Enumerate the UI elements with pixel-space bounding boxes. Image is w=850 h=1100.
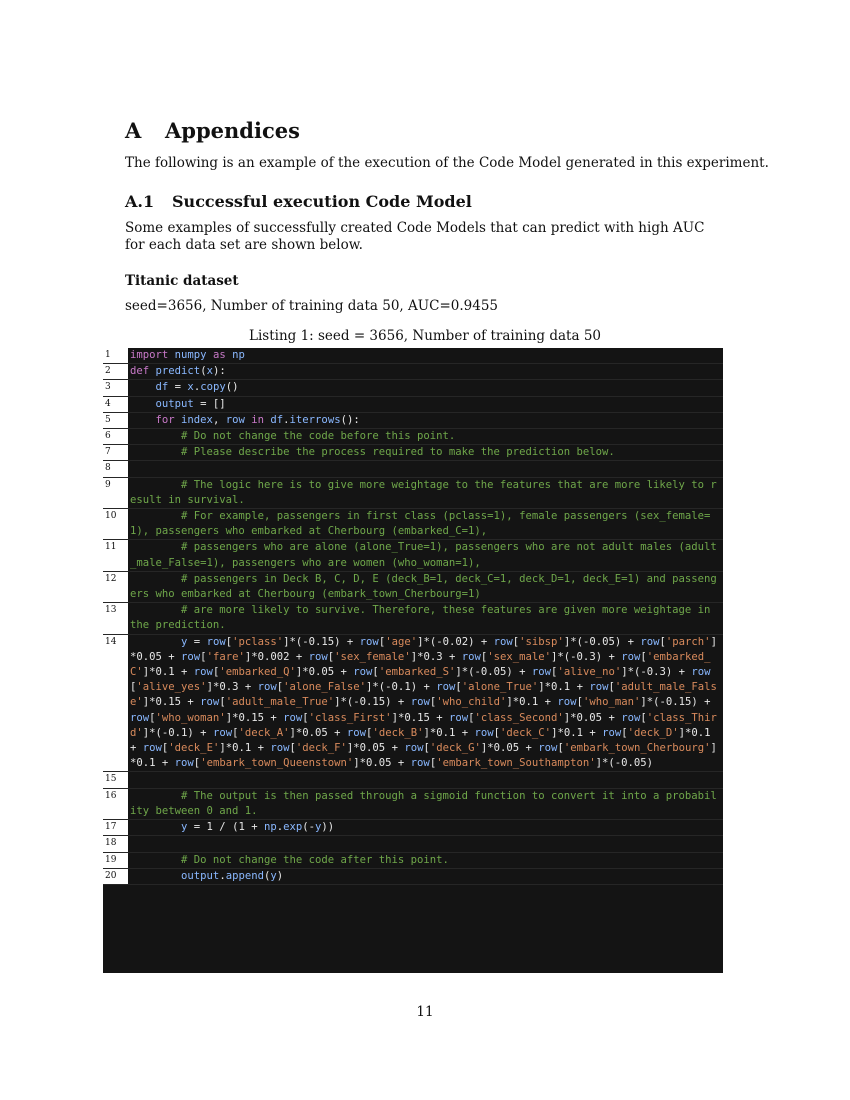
code-text: df = x.copy() — [155, 381, 239, 394]
code-line — [103, 380, 723, 396]
code-text: # passengers in Deck B, C, D, E (deck_B=1, deck_C=1, deck_D=1, deck_E=1) and passengers who embarked at Cherbourg (embark_town_Cherbourg=1) — [130, 572, 717, 601]
code-line — [103, 836, 723, 852]
line-number: 18 — [103, 836, 128, 851]
code-line — [103, 509, 723, 540]
line-number: 11 — [103, 540, 128, 570]
code-text: # Please describe the process required to make the prediction below. — [181, 446, 615, 459]
line-number: 17 — [103, 820, 128, 835]
code-line — [103, 853, 723, 869]
code-text: # Do not change the code after this point. — [181, 853, 449, 866]
seed-line: seed=3656, Number of training data 50, AUC=0.9455 — [125, 298, 499, 314]
code-text: # The output is then passed through a sigmoid function to convert it into a probability between 0 and 1. — [130, 789, 717, 817]
code-line — [103, 364, 723, 380]
code-listing — [103, 348, 723, 973]
code-line — [103, 869, 723, 885]
line-number: 8 — [103, 461, 128, 476]
code-text: output.append(y) — [181, 869, 284, 882]
subsection-number: A.1 — [125, 192, 155, 211]
line-number: 7 — [103, 445, 128, 460]
line-number: 6 — [103, 429, 128, 444]
code-text: for index, row in df.iterrows(): — [155, 413, 360, 426]
section-heading — [125, 118, 300, 143]
code-text: def predict(x): — [130, 365, 226, 378]
line-number: 1 — [103, 348, 128, 363]
code-line — [103, 461, 723, 477]
code-line — [103, 789, 723, 820]
code-text: y = 1 / (1 + np.exp(-y)) — [181, 821, 335, 834]
section-title: Appendices — [165, 118, 300, 143]
line-number: 5 — [103, 413, 128, 428]
code-text — [128, 836, 723, 851]
code-line — [103, 603, 723, 634]
paragraph-title: Titanic dataset — [125, 273, 239, 289]
code-text: y = row['pclass']*(-0.15) + row['age']*(-0.02) + row['sibsp']*(-0.05) + row['parch']*0.05 + row['fare']*0.002 + row['sex_female']*0.3 + row['sex_male']*(-0.3) + row['embarked_C']*0.1 + row['embarked_Q']*0.05 + row['embarked_S']*(-0.05) + row['alive_no']*(-0.3) + row['alive_yes']*0.3 + row['alone_False']*(-0.1) + row['alone_True']*0.1 + row['adult_male_False']*0.15 + row['adult_male_True']*(-0.15) + row['who_child']*0.1 + row['who_man']*(-0.15) + row['who_woman']*0.15 + row['class_First']*0.15 + row['class_Second']*0.05 + row['class_Third']*(-0.1) + row['deck_A']*0.05 + row['deck_B']*0.1 + row['deck_C']*0.1 + row['deck_D']*0.1 + row['deck_E']*0.1 + row['deck_F']*0.05 + row['deck_G']*0.05 + row['embark_town_Cherbourg']*0.1 + row['embark_town_Queenstown']*0.05 + row['embark_town_Southampton']*(-0.05) — [130, 635, 717, 770]
code-line — [103, 445, 723, 461]
subsection-title: Successful execution Code Model — [172, 192, 472, 211]
line-number: 20 — [103, 869, 128, 884]
code-line — [103, 478, 723, 509]
section-number: A — [125, 118, 142, 143]
subsection-heading — [125, 192, 472, 211]
code-text: import numpy as np — [130, 349, 245, 361]
line-number: 14 — [103, 635, 128, 772]
code-text — [128, 461, 723, 476]
code-text: # are more likely to survive. Therefore, these features are given more weightage in the prediction. — [130, 604, 717, 632]
code-line — [103, 413, 723, 429]
code-line — [103, 572, 723, 603]
line-number: 19 — [103, 853, 128, 868]
line-number: 4 — [103, 397, 128, 412]
line-number: 2 — [103, 364, 128, 379]
subsection-paragraph: Some examples of successfully created Code Models that can predict with high AUC for each data set are shown below. — [125, 220, 705, 253]
code-text: # passengers who are alone (alone_True=1), passengers who are not adult males (adult_male_False=1), passengers who are women (who_woman=1), — [130, 541, 717, 569]
code-line — [103, 820, 723, 836]
code-text — [128, 772, 723, 787]
code-line — [103, 348, 723, 364]
code-line — [103, 635, 723, 773]
line-number: 12 — [103, 572, 128, 602]
code-text: # Do not change the code before this point. — [181, 430, 456, 443]
code-line — [103, 429, 723, 445]
code-text: # For example, passengers in first class (pclass=1), female passengers (sex_female=1), passengers who embarked at Cherbourg (embarked_C=1), — [130, 510, 711, 538]
line-number: 10 — [103, 509, 128, 539]
line-number: 15 — [103, 772, 128, 787]
intro-paragraph: The following is an example of the execution of the Code Model generated in this experiment. — [125, 155, 769, 171]
line-number: 3 — [103, 380, 128, 395]
code-line — [103, 397, 723, 413]
line-number: 13 — [103, 603, 128, 633]
code-line — [103, 540, 723, 571]
code-line — [103, 772, 723, 788]
line-number: 16 — [103, 789, 128, 819]
code-text: # The logic here is to give more weightage to the features that are more likely to result in survival. — [130, 478, 717, 506]
listing-caption: Listing 1: seed = 3656, Number of training data 50 — [248, 328, 601, 344]
page-number: 11 — [416, 1004, 434, 1020]
code-text: output = [] — [155, 397, 226, 410]
line-number: 9 — [103, 478, 128, 508]
